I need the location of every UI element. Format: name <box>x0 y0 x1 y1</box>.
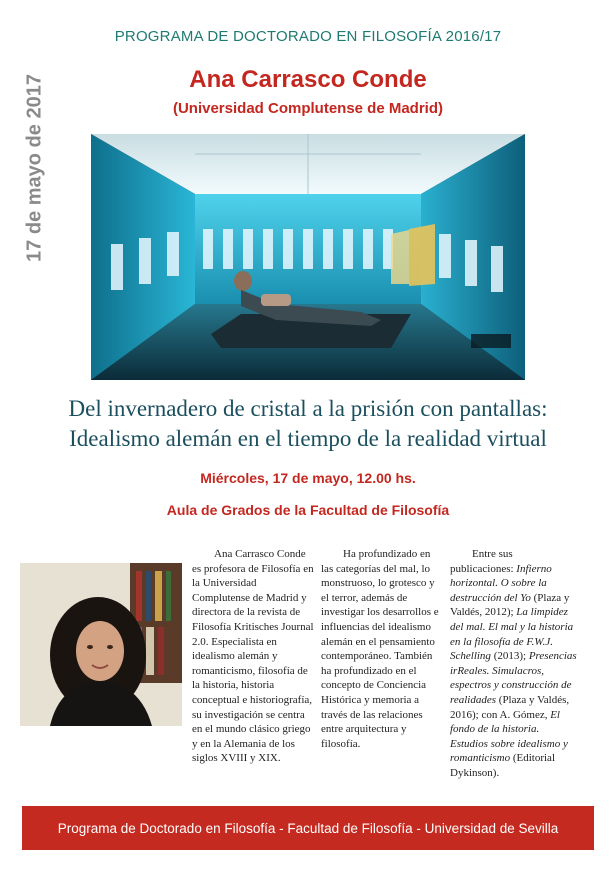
footer-bar <box>22 806 594 850</box>
publication-info-1: (Plaza y Valdés, 2012); <box>450 591 570 619</box>
publication-info-3: (Plaza y Valdés, 2016); con A. Gómez, <box>450 693 570 721</box>
talk-venue: Aula de Grados de la Facultad de Filosofía <box>166 502 450 518</box>
publication-title-4: El fondo de la historia. Estudios sobre idealismo y romanticismo <box>450 708 568 765</box>
publications-intro: Entre sus publicaciones: <box>450 548 514 575</box>
bio-column-3 <box>450 547 578 781</box>
talk-title-line-2: Idealismo alemán en el tiempo de la realidad virtual <box>69 426 547 451</box>
bio-column-1 <box>192 547 316 766</box>
side-date-label: 17 de mayo de 2017 <box>23 74 46 262</box>
talk-title-line-1: Del invernadero de cristal a la prisión con pantallas: <box>68 396 548 421</box>
bio-column-2 <box>321 547 445 751</box>
publication-title-1: Infierno horizontal. O sobre la destrucción del Yo <box>450 562 552 604</box>
bio-paragraph-2: Ha profundizado en las categorías del mal, lo monstruoso, lo grotesco y el terror, además de investigar los desarrollos e influencias del idealismo alemán en el pensamiento contemporáneo. También ha profundizado en el concepto de Conciencia Histórica y memoria a través de las relaciones entre arquitectura y filosofía. <box>321 548 439 750</box>
hero-image <box>91 134 525 380</box>
speaker-portrait <box>20 563 182 726</box>
publication-info-2: (2013); <box>493 650 527 663</box>
talk-date: Miércoles, 17 de mayo, 12.00 hs. <box>200 470 416 486</box>
program-header: PROGRAMA DE DOCTORADO EN FILOSOFÍA 2016/17 <box>114 28 502 45</box>
publication-info-4: (Editorial Dykinson). <box>450 752 555 779</box>
speaker-affiliation: (Universidad Complutense de Madrid) <box>172 100 444 117</box>
footer-text: Programa de Doctorado en Filosofía - Facultad de Filosofía - Universidad de Sevilla <box>57 820 559 836</box>
bio-paragraph-1: Ana Carrasco Conde es profesora de Filosofía en la Universidad Complutense de Madrid y directora de la revista de Filosofía Kritisches Journal 2.0. Especialista en idealismo alemán y romanticismo, filosofía de la historia, historia conceptual e historiografía, su investigación se centra en el mundo clásico griego y en la Alemania de los siglos XVIII y XIX. <box>192 548 314 765</box>
side-date <box>22 68 48 268</box>
speaker-name: Ana Carrasco Conde <box>189 66 427 93</box>
portrait-illustration <box>20 563 182 726</box>
virtual-room-illustration <box>91 134 525 380</box>
publication-title-3: Presencias irReales. Simulacros, espectros y construcción de realidades <box>450 650 577 706</box>
publication-title-2: La limpidez del mal. El mal y la historia en la filosofía de F.W.J. Schelling <box>450 606 574 663</box>
